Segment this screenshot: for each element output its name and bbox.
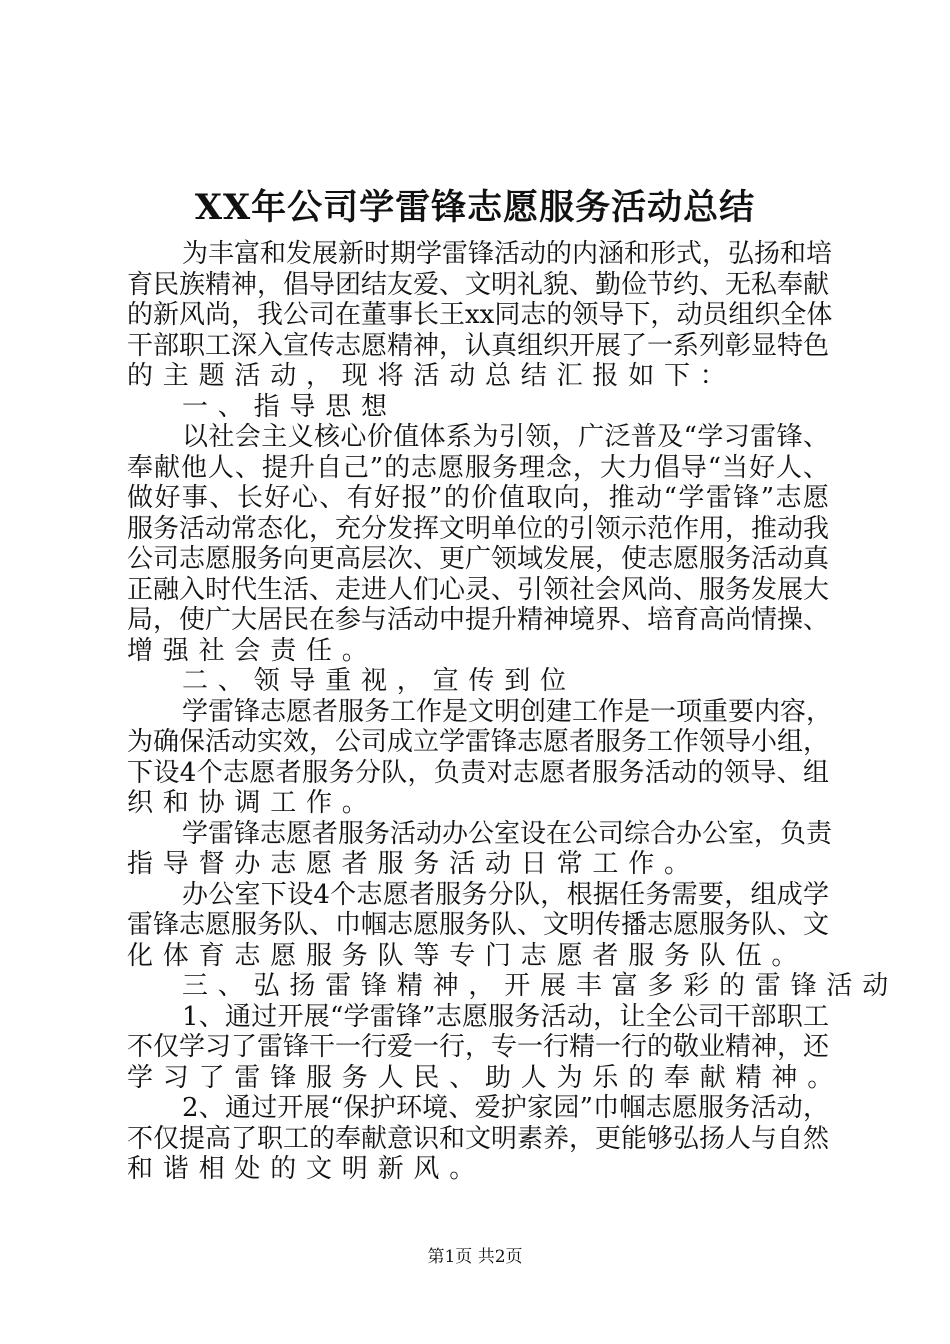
text-line: 办公室下设4个志愿者服务分队，根据任务需要，组成学 bbox=[182, 879, 829, 910]
paragraph bbox=[127, 1001, 844, 1094]
text-line: 增强社会责任。 bbox=[127, 635, 378, 666]
text-line: 化体育志愿服务队等专门志愿者服务队伍。 bbox=[127, 940, 808, 971]
heading-text: 三、弘扬雷锋精神，开展丰富多彩的雷锋活动 bbox=[182, 971, 899, 1001]
text-line: 以社会主义核心价值体系为引领，广泛普及“学习雷锋、 bbox=[182, 422, 829, 452]
text-line: 1、通过开展“学雷锋”志愿服务活动，让全公司干部职工 bbox=[182, 1001, 829, 1032]
document-body bbox=[127, 239, 899, 1185]
paragraph bbox=[127, 880, 829, 972]
paragraph bbox=[127, 1093, 829, 1185]
text-line: 学习了雷锋服务人民、助人为乐的奉献精神。 bbox=[127, 1062, 844, 1093]
text-line: 为丰富和发展新时期学雷锋活动的内涵和形式，弘扬和培 bbox=[182, 239, 833, 269]
text-line: 学雷锋志愿者服务活动办公室设在公司综合办公室，负责 bbox=[182, 818, 833, 849]
text-line: 雷锋志愿服务队、巾帼志愿服务队、文明传播志愿服务队、文 bbox=[127, 910, 830, 940]
document-title: XX年公司学雷锋志愿服务活动总结 bbox=[194, 187, 756, 228]
text-line: 下设4个志愿者服务分队，负责对志愿者服务活动的领导、组 bbox=[127, 757, 829, 788]
text-line: 不仅提高了职工的奉献意识和文明素养，更能够弘扬人与自然 bbox=[127, 1123, 830, 1154]
text-line: 学雷锋志愿者服务工作是文明创建工作是一项重要内容， bbox=[182, 696, 833, 727]
text-line: 公司志愿服务向更高层次、更广领域发展，使志愿服务活动真 bbox=[127, 544, 830, 574]
text-line: 为确保活动实效，公司成立学雷锋志愿者服务工作领导小组， bbox=[127, 727, 830, 757]
paragraph bbox=[127, 239, 833, 392]
text-line: 不仅学习了雷锋干一行爱一行，专一行精一行的敬业精神，还 bbox=[127, 1032, 830, 1062]
text-line: 干部职工深入宣传志愿精神，认真组织开展了一系列彰显特色 bbox=[127, 330, 830, 361]
text-line: 织和协调工作。 bbox=[127, 788, 378, 818]
text-line: 和谐相处的文明新风。 bbox=[127, 1154, 486, 1184]
page-footer: 第1页 共2页 bbox=[427, 1247, 523, 1267]
heading-text: 二、领导重视，宣传到位 bbox=[182, 666, 576, 696]
text-line: 服务活动常态化，充分发挥文明单位的引领示范作用，推动我 bbox=[127, 513, 830, 544]
text-line: 2、通过开展“保护环境、爱护家园”巾帼志愿服务活动， bbox=[182, 1093, 829, 1123]
text-line: 的主题活动，现将活动总结汇报如下： bbox=[127, 361, 736, 391]
heading-text: 一、指导思想 bbox=[182, 391, 397, 422]
text-line: 指导督办志愿者服务活动日常工作。 bbox=[127, 849, 700, 879]
section-heading bbox=[127, 392, 829, 423]
paragraph bbox=[127, 422, 829, 666]
section-heading bbox=[127, 971, 899, 1002]
text-line: 局，使广大居民在参与活动中提升精神境界、培育高尚情操、 bbox=[127, 605, 830, 635]
section-heading bbox=[127, 666, 829, 697]
text-line: 做好事、长好心、有好报”的价值取向，推动“学雷锋”志愿 bbox=[127, 483, 829, 513]
text-line: 奉献他人、提升自己”的志愿服务理念，大力倡导“当好人、 bbox=[127, 452, 829, 483]
paragraph bbox=[127, 818, 833, 880]
text-line: 育民族精神，倡导团结友爱、文明礼貌、勤俭节约、无私奉献 bbox=[127, 269, 830, 300]
text-line: 正融入时代生活、走进人们心灵、引领社会风尚、服务发展大 bbox=[127, 574, 830, 605]
text-line: 的新风尚，我公司在董事长王xx同志的领导下，动员组织全体 bbox=[127, 300, 833, 330]
paragraph bbox=[127, 696, 833, 819]
